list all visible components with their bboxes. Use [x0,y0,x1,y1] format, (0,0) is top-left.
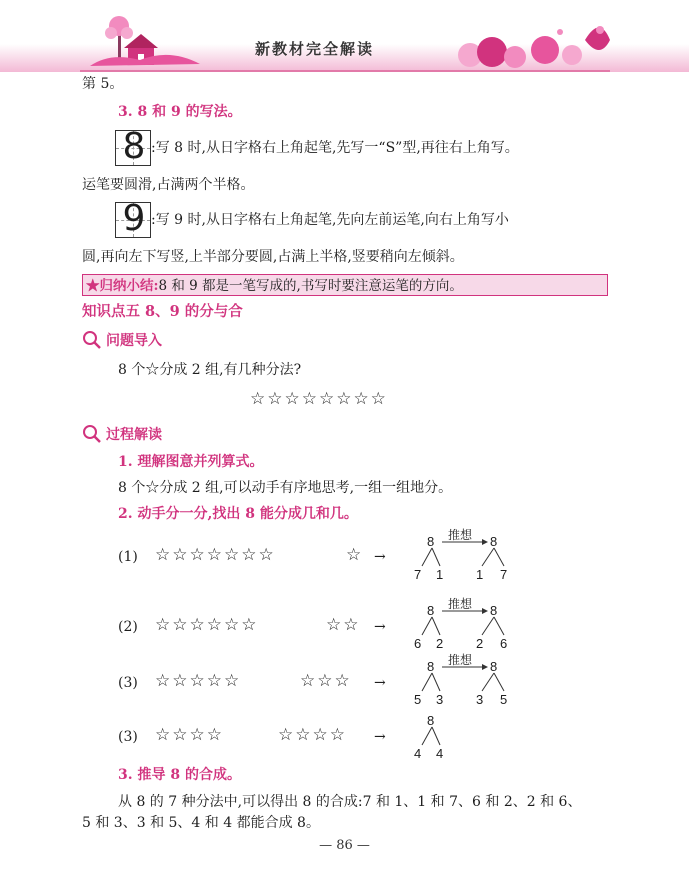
tree-part: 6 [414,636,422,651]
write-nine-text-2: 圆,再向左下写竖,上半部分要圆,占满上半格,竖要稍向左倾斜。 [82,249,464,265]
row-label: (1) [118,549,138,565]
row-label: (2) [118,619,138,635]
tree-part: 2 [476,636,484,651]
tree-part: 4 [436,746,444,761]
tian-grid-nine [115,198,151,239]
row-label: (3) [118,729,138,745]
digit-eight: 8 [122,126,146,167]
write-nine-text-1: :写 9 时,从日字格右上角起笔,先向左前运笔,向右上角写小 [151,212,509,228]
row-stars-right: ☆☆☆☆ [278,725,347,745]
row-stars-left: ☆☆☆☆☆ [155,671,242,691]
tree-part: 7 [414,567,422,582]
step3-text-1: 从 8 的 7 种分法中,可以得出 8 的合成:7 和 1、1 和 7、6 和 2、2 和 6、 [118,794,582,810]
row-label: (3) [118,675,138,691]
tree-part: 3 [436,692,444,707]
magnifier-icon [82,330,102,350]
digit-nine: 9 [122,198,146,239]
tian-grid-eight [115,126,151,167]
step3-title: 3. 推导 8 的合成。 [118,767,241,783]
split-tree [410,597,520,653]
tree-part: 1 [476,567,484,582]
row-stars-right: ☆ [346,545,364,565]
tree-part: 1 [436,567,444,582]
split-tree [410,528,520,584]
header-title: 新教材完全解读 [255,40,375,58]
tree-part: 2 [436,636,444,651]
process-heading: 过程解读 [106,427,162,443]
tree-part: 4 [414,746,422,761]
write-eight-text-1: :写 8 时,从日字格右上角起笔,先写一“S”型,再往右上角写。 [151,140,519,156]
step2-title: 2. 动手分一分,找出 8 能分成几和几。 [118,506,358,522]
row-stars-right: ☆☆☆ [300,671,352,691]
intro-heading: 问题导入 [106,333,162,349]
row-stars-left: ☆☆☆☆☆☆☆ [155,545,276,565]
intro-question: 8 个☆分成 2 组,有几种分法? [118,362,302,378]
split-tree [410,711,460,763]
tree-top: 8 [427,713,435,728]
arrow: → [374,619,386,635]
arrow: → [374,729,386,745]
intro-stars: ☆☆☆☆☆☆☆☆ [250,389,388,409]
magnifier-icon [82,424,102,444]
tree-top: 8 [490,659,498,674]
arrow: → [374,549,386,565]
page-number: — 86 — [319,838,370,853]
infer-label: 推想 [448,528,473,542]
summary-box [82,274,608,296]
arrow: → [374,675,386,691]
tree-part: 5 [500,692,508,707]
row-stars-right: ☆☆ [326,615,361,635]
split-tree [410,653,520,709]
tree-top: 8 [490,534,498,549]
infer-label: 推想 [448,653,473,667]
tree-top: 8 [427,534,435,549]
step1-title: 1. 理解图意并列算式。 [118,454,264,470]
continuation-text: 第 5。 [82,76,124,92]
summary-text: 8 和 9 都是一笔写成的,书写时要注意运笔的方向。 [158,278,463,294]
knowledge-point-title: 知识点五 8、9 的分与合 [82,303,243,320]
step1-text: 8 个☆分成 2 组,可以动手有序地思考,一组一组地分。 [118,480,453,496]
writing-method-title: 3. 8 和 9 的写法。 [118,104,242,120]
infer-label: 推想 [448,597,473,611]
tree-top: 8 [427,659,435,674]
row-stars-left: ☆☆☆☆☆☆ [155,615,259,635]
tree-part: 3 [476,692,484,707]
tree-top: 8 [490,603,498,618]
tree-part: 5 [414,692,422,707]
tree-top: 8 [427,603,435,618]
step3-text-2: 5 和 3、3 和 5、4 和 4 都能合成 8。 [82,815,320,831]
tree-part: 7 [500,567,508,582]
tree-part: 6 [500,636,508,651]
write-eight-text-2: 运笔要圆滑,占满两个半格。 [82,177,255,193]
summary-label: ★归纳小结: [86,278,159,294]
row-stars-left: ☆☆☆☆ [155,725,224,745]
